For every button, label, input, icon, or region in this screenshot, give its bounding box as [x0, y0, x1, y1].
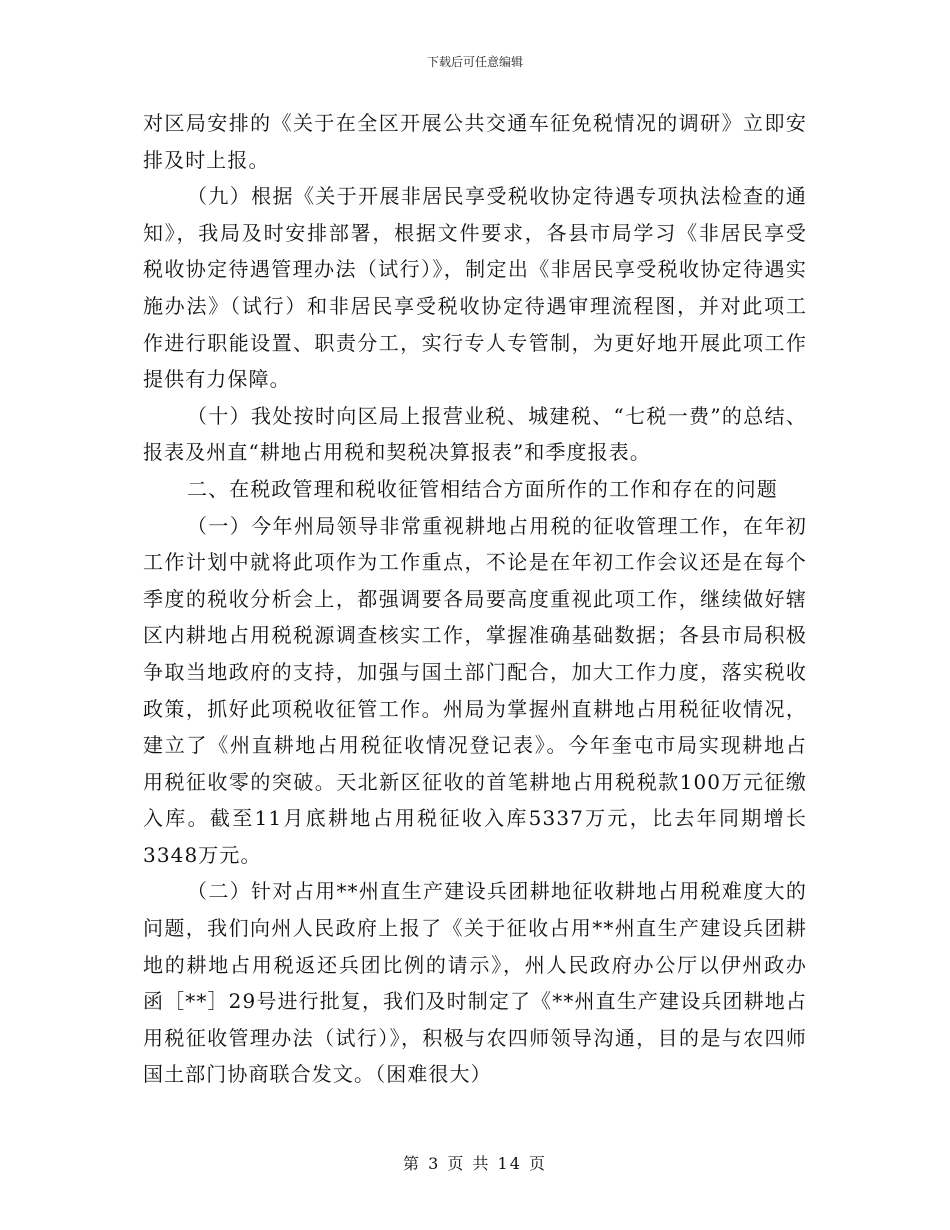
paragraph-subitem-2: （二）针对占用**州直生产建设兵团耕地征收耕地占用税难度大的问题，我们向州人民政府上报了《关于征收占用**州直生产建设兵团耕地的耕地占用税返还兵团比例的请示》，州人民政府办公厅以伊州政办函［**］29号进行批复，我们及时制定了《**州直生产建设兵团耕地占用税征收管理办法（试行）》，积极与农四师领导沟通，目的是与农四师国土部门协商联合发文。（困难很大）: [143, 879, 807, 1087]
paragraph-continuation: 对区局安排的《关于在全区开展公共交通车征免税情况的调研》立即安排及时上报。: [143, 111, 807, 172]
paragraph-item-10: （十）我处按时向区局上报营业税、城建税、“七税一费”的总结、报表及州直“耕地占用税和契税决算报表”和季度报表。: [143, 403, 807, 465]
paragraph-item-9: （九）根据《关于开展非居民享受税收协定待遇专项执法检查的通知》，我局及时安排部署，根据文件要求，各县市局学习《非居民享受税收协定待遇管理办法（试行）》，制定出《非居民享受税收协定待遇实施办法》（试行）和非居民享受税收协定待遇审理流程图，并对此项工作进行职能设置、职责分工，实行专人专管制，为更好地开展此项工作提供有力保障。: [143, 184, 807, 392]
page-number: 第 3 页 共 14 页: [403, 1154, 547, 1173]
document-body: [143, 105, 807, 1093]
page-header: 下载后可任意编辑: [426, 55, 523, 69]
paragraph-subitem-1: （一）今年州局领导非常重视耕地占用税的征收管理工作，在年初工作计划中就将此项作为工作重点，不论是在年初工作会议还是在每个季度的税收分析会上，都强调要各局要高度重视此项工作，继续做好辖区内耕地占用税税源调查核实工作，掌握准确基础数据；各县市局积极争取当地政府的支持，加强与国土部门配合，加大工作力度，落实税收政策，抓好此项税收征管工作。州局为掌握州直耕地占用税征收情况，建立了《州直耕地占用税征收情况登记表》。今年奎屯市局实现耕地占用税征收零的突破。天北新区征收的首笔耕地占用税税款100万元征缴入库。截至11月底耕地占用税征收入库5337万元，比去年同期增长3348万元。: [143, 513, 807, 867]
section-heading: 二、在税政管理和税收征管相结合方面所作的工作和存在的问题: [187, 476, 778, 501]
